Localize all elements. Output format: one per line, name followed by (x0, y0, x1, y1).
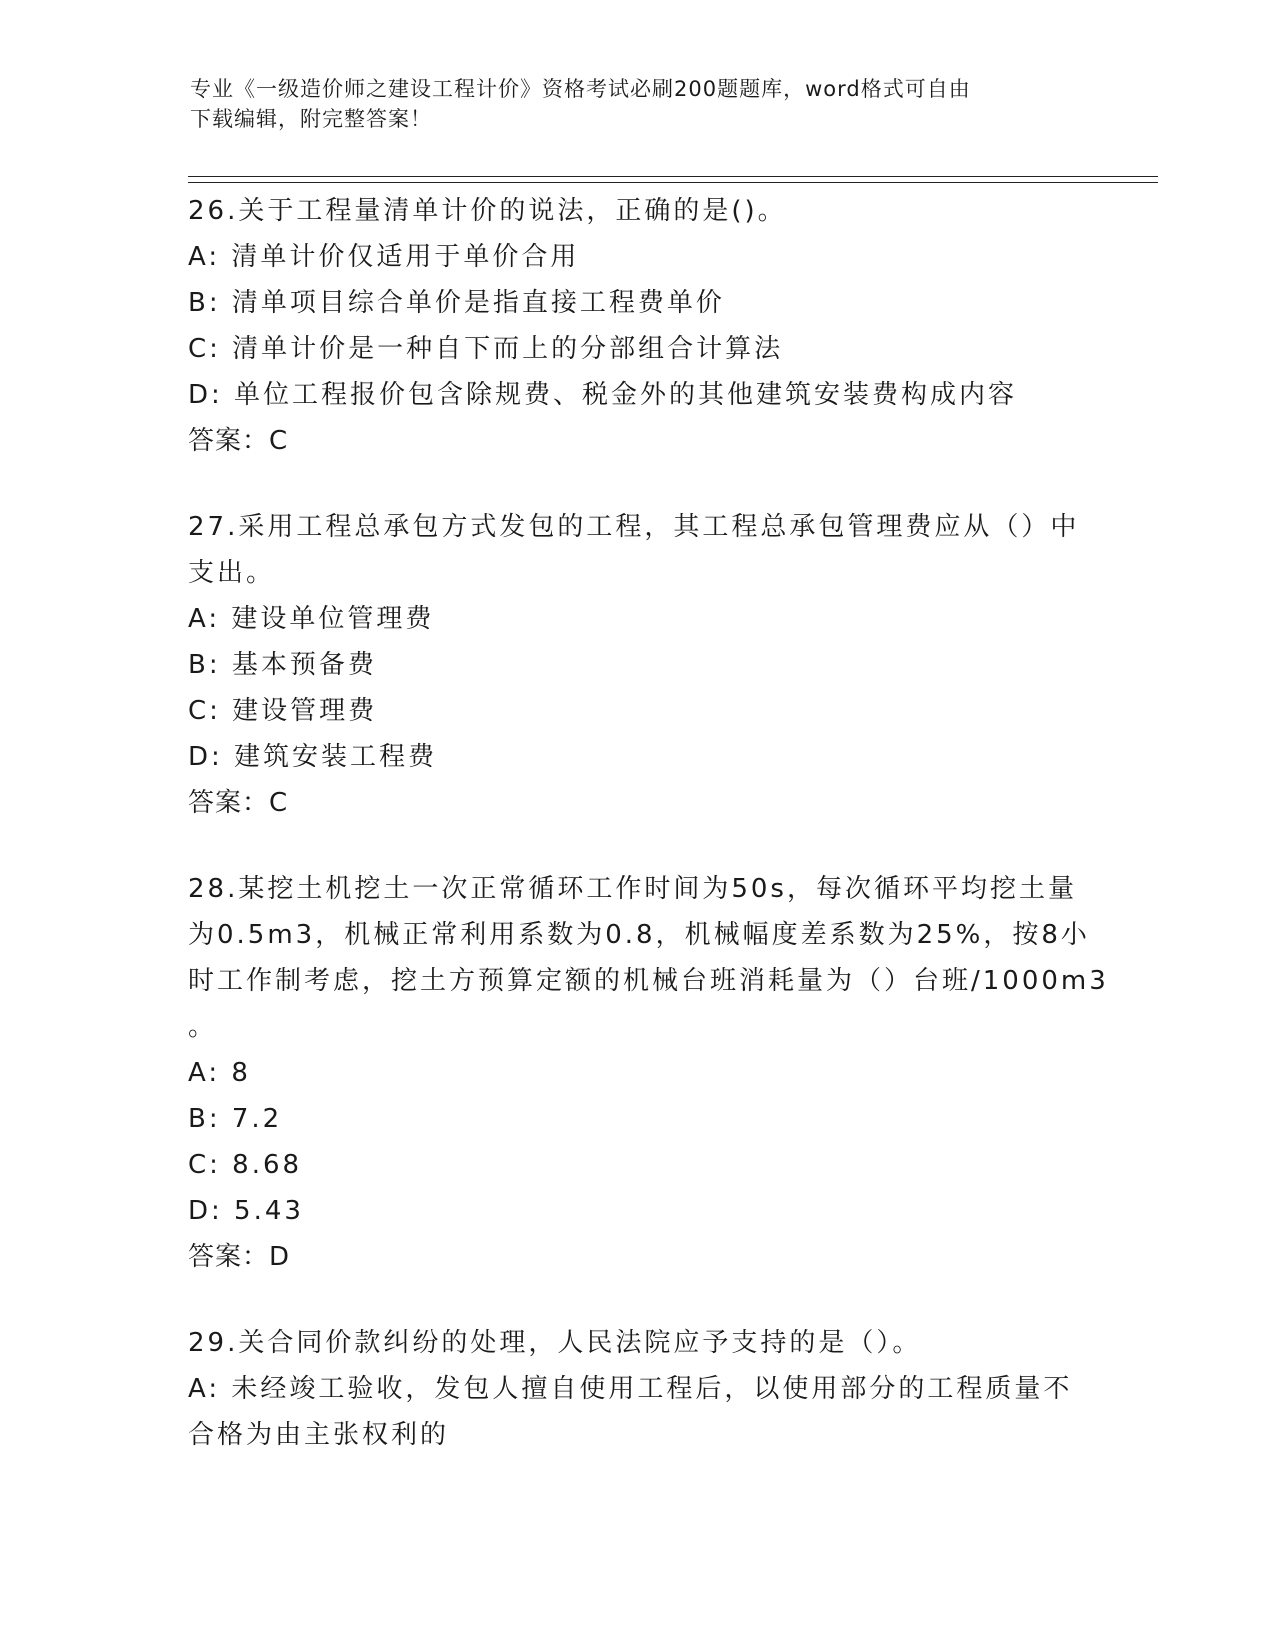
question-26 (188, 188, 1088, 464)
option-c: C: 8.68 (188, 1150, 303, 1180)
header-divider-bottom (188, 182, 1158, 183)
option-d: D: 5.43 (188, 1196, 304, 1226)
header-line-1: 专业《一级造价师之建设工程计价》资格考试必刷200题题库，word格式可自由 (190, 77, 971, 101)
question-stem: 29.关合同价款纠纷的处理，人民法院应予支持的是（）。 (188, 1328, 922, 1358)
option-a: A: 8 (188, 1058, 251, 1088)
document-header (190, 74, 1070, 134)
option-b: B: 基本预备费 (188, 650, 377, 680)
option-b: B: 清单项目综合单价是指直接工程费单价 (188, 288, 725, 318)
question-stem-line: 支出。 (188, 558, 276, 588)
option-c: C: 清单计价是一种自下而上的分部组合计算法 (188, 334, 784, 364)
option-a: A: 清单计价仅适用于单价合用 (188, 242, 580, 272)
option-a-line: A: 未经竣工验收，发包人擅自使用工程后，以使用部分的工程质量不 (188, 1374, 1073, 1404)
question-29 (188, 1320, 1088, 1458)
option-a: A: 建设单位管理费 (188, 604, 435, 634)
question-27 (188, 504, 1088, 826)
question-list (188, 188, 1109, 1458)
question-spacer (188, 464, 1088, 504)
question-stem-line: 28.某挖土机挖土一次正常循环工作时间为50s，每次循环平均挖土量 (188, 874, 1077, 904)
question-stem: 26.关于工程量清单计价的说法，正确的是()。 (188, 196, 787, 226)
header-divider-top (188, 176, 1158, 177)
question-stem-line: 27.采用工程总承包方式发包的工程，其工程总承包管理费应从（）中 (188, 512, 1080, 542)
question-spacer (188, 1280, 1088, 1320)
question-28 (188, 866, 1109, 1280)
question-stem-line: 时工作制考虑，挖土方预算定额的机械台班消耗量为（）台班/1000m3 (188, 966, 1109, 996)
option-d: D: 建筑安装工程费 (188, 742, 438, 772)
option-a-line: 合格为由主张权利的 (188, 1420, 450, 1450)
option-d: D: 单位工程报价包含除规费、税金外的其他建筑安装费构成内容 (188, 380, 1018, 410)
answer-line: 答案：C (188, 426, 289, 456)
option-b: B: 7.2 (188, 1104, 283, 1134)
header-line-2: 下载编辑，附完整答案！ (190, 107, 432, 131)
question-stem-line: 。 (188, 1012, 218, 1042)
answer-line: 答案：C (188, 788, 289, 818)
option-c: C: 建设管理费 (188, 696, 378, 726)
answer-line: 答案：D (188, 1242, 291, 1272)
question-stem-line: 为0.5m3，机械正常利用系数为0.8，机械幅度差系数为25%，按8小 (188, 920, 1090, 950)
question-spacer (188, 826, 1088, 866)
